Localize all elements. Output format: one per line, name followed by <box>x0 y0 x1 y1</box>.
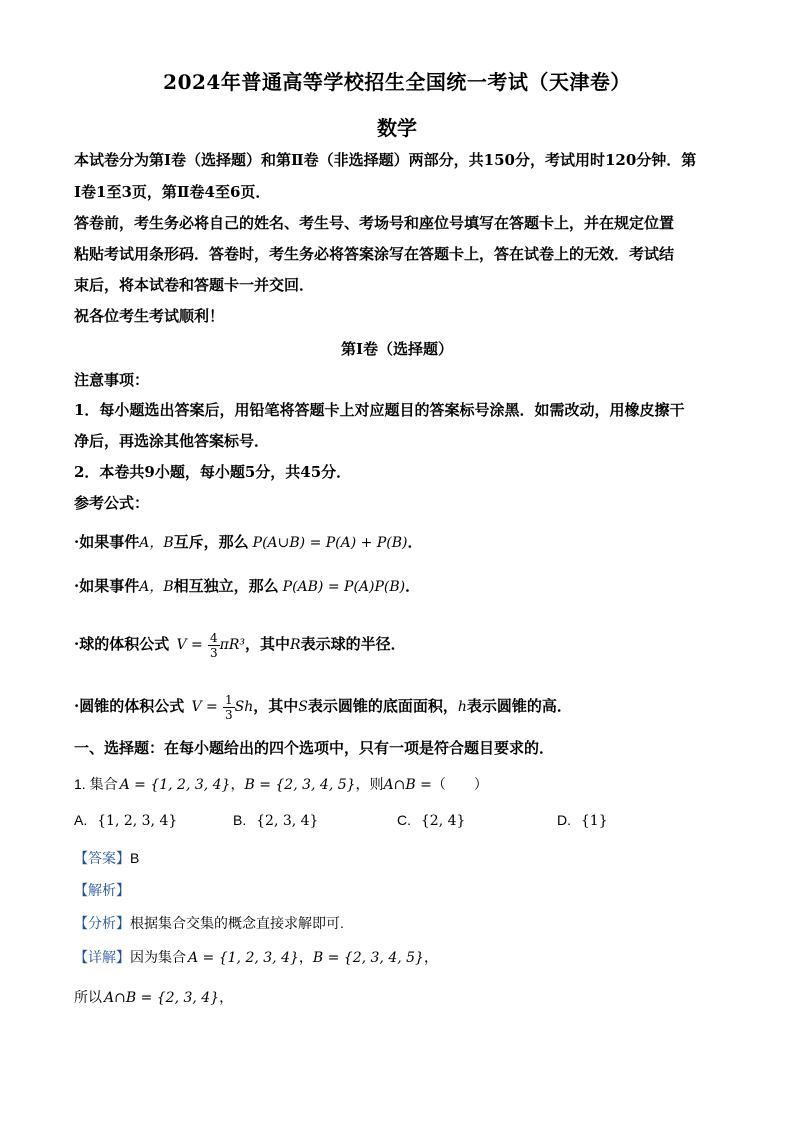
option-b-value: {2, 3, 4} <box>256 813 319 829</box>
fenxi-tag: 【分析】 <box>74 915 130 931</box>
option-c <box>397 812 465 829</box>
intro-line-3: 答卷前，考生务必将自己的姓名、考生号、考场号和座位号填写在答题卡上，并在规定位置 <box>74 214 675 232</box>
question-1-paren: （ ） <box>431 776 488 792</box>
option-d <box>557 812 608 829</box>
question-1-expr: A∩B = <box>383 777 432 793</box>
xiangjie-tag: 【详解】 <box>74 949 130 965</box>
formula-1-mid: 互斥，那么 <box>173 533 249 551</box>
formula-2-vars: A，B <box>139 579 174 595</box>
formula-3-fraction <box>208 631 220 660</box>
formula-2-end: ． <box>405 577 421 595</box>
analysis-line <box>74 880 734 900</box>
formula-3-num: 4 <box>210 630 218 645</box>
intro-line-1: 本试卷分为第Ⅰ卷（选择题）和第Ⅱ卷（非选择题）两部分，共150分，考试用时120分钟．第 <box>74 151 697 169</box>
option-a-value: {1, 2, 3, 4} <box>97 813 178 829</box>
question-1-setA: A = {1, 2, 3, 4} <box>119 777 231 793</box>
answer-value: B <box>130 850 140 866</box>
page-title: 2024年普通高等学校招生全国统一考试（天津卷） <box>163 70 631 94</box>
xiangjie-setA: A = {1, 2, 3, 4} <box>188 950 299 966</box>
formula-4-fraction <box>223 693 235 722</box>
intro-line-2: Ⅰ卷1至3页，第Ⅱ卷4至6页． <box>74 183 271 201</box>
intro-line-6: 祝各位考生考试顺利！ <box>74 307 225 325</box>
option-c-label: C. <box>397 812 411 828</box>
formula-4-lhs: V = <box>191 699 218 715</box>
answer-line <box>74 848 734 868</box>
xiangjie-line <box>74 947 734 968</box>
xiangjie-comma: ， <box>298 949 313 965</box>
part1-heading: 一、选择题：在每小题给出的四个选项中，只有一项是符合题目要求的． <box>74 739 555 757</box>
analysis-tag: 【解析】 <box>74 882 130 898</box>
intro-line-4: 粘贴考试用条形码．答卷时，考生务必将答案涂写在答题卡上，答在试卷上的无效．考试结 <box>74 245 675 263</box>
formula-3-rhs: πR³ <box>219 637 245 653</box>
formula-3-end: 表示球的半径． <box>300 635 406 653</box>
formula-3 <box>74 624 734 665</box>
formula-1-end: ． <box>407 533 423 551</box>
option-a-label: A. <box>74 812 88 828</box>
formula-4-mid2: 表示圆锥的底面面积， <box>307 697 458 715</box>
result-line <box>74 987 734 1008</box>
formula-4-prefix: ·圆锥的体积公式 <box>74 697 185 715</box>
question-1-setB: B = {2, 3, 4, 5} <box>244 777 356 793</box>
question-1-tail: ，则 <box>355 776 384 792</box>
formula-3-var: R <box>290 637 301 653</box>
intro-line-5: 束后，将本试卷和答题卡一并交回． <box>74 276 315 294</box>
subject-title: 数学 <box>377 116 417 140</box>
fenxi-text: 根据集合交集的概念直接求解即可. <box>130 915 344 931</box>
formula-4-var1: S <box>298 699 308 715</box>
formula-4-num: 1 <box>225 692 233 707</box>
option-c-value: {2, 4} <box>420 813 466 829</box>
question-1-prefix: 1. 集合 <box>74 776 118 792</box>
formula-4 <box>74 686 734 727</box>
fenxi-line <box>74 913 734 933</box>
option-b-label: B. <box>233 812 247 828</box>
notice-1b: 净后，再选涂其他答案标号． <box>74 432 270 450</box>
result-expr: A∩B = {2, 3, 4} <box>104 990 220 1006</box>
result-end: ， <box>219 989 234 1005</box>
formula-4-var2: h <box>457 699 467 715</box>
question-1-comma: ， <box>230 776 245 792</box>
option-d-label: D. <box>557 812 571 828</box>
option-b <box>233 812 318 829</box>
notice-1a: 1．每小题选出答案后，用铅笔将答题卡上对应题目的答案标号涂黑．如需改动，用橡皮擦干 <box>74 401 685 419</box>
formula-title: 参考公式： <box>74 494 150 512</box>
formula-3-lhs: V = <box>176 637 203 653</box>
formula-2-mid: 相互独立，那么 <box>173 577 279 595</box>
notice-2: 2．本卷共9小题，每小题5分，共45分． <box>74 463 352 481</box>
formula-1 <box>74 532 734 553</box>
xiangjie-setB: B = {2, 3, 4, 5} <box>312 950 424 966</box>
section-heading: 第Ⅰ卷（选择题） <box>340 340 454 358</box>
formula-4-mid: ，其中 <box>253 697 299 715</box>
formula-3-prefix: ·球的体积公式 <box>74 635 170 653</box>
xiangjie-text: 因为集合 <box>130 949 186 965</box>
formula-1-vars: A，B <box>139 535 174 551</box>
formula-1-expr: P(A∪B) = P(A) + P(B) <box>252 535 408 551</box>
formula-2 <box>74 576 734 597</box>
notice-title: 注意事项： <box>74 371 150 389</box>
formula-4-end: 表示圆锥的高． <box>466 697 572 715</box>
option-a <box>74 812 177 829</box>
formula-3-den: 3 <box>210 645 218 660</box>
therefore-text: 所以 <box>74 989 102 1005</box>
formula-2-expr: P(AB) = P(A)P(B) <box>282 579 406 595</box>
formula-3-mid: ，其中 <box>245 635 291 653</box>
answer-tag: 【答案】 <box>74 850 130 866</box>
formula-2-prefix: ·如果事件 <box>74 577 140 595</box>
question-1-stem <box>74 774 734 795</box>
formula-1-prefix: ·如果事件 <box>74 533 140 551</box>
formula-4-rhs: Sh <box>234 699 254 715</box>
xiangjie-end: ， <box>423 949 438 965</box>
formula-4-den: 3 <box>225 707 233 722</box>
option-d-value: {1} <box>580 813 608 829</box>
